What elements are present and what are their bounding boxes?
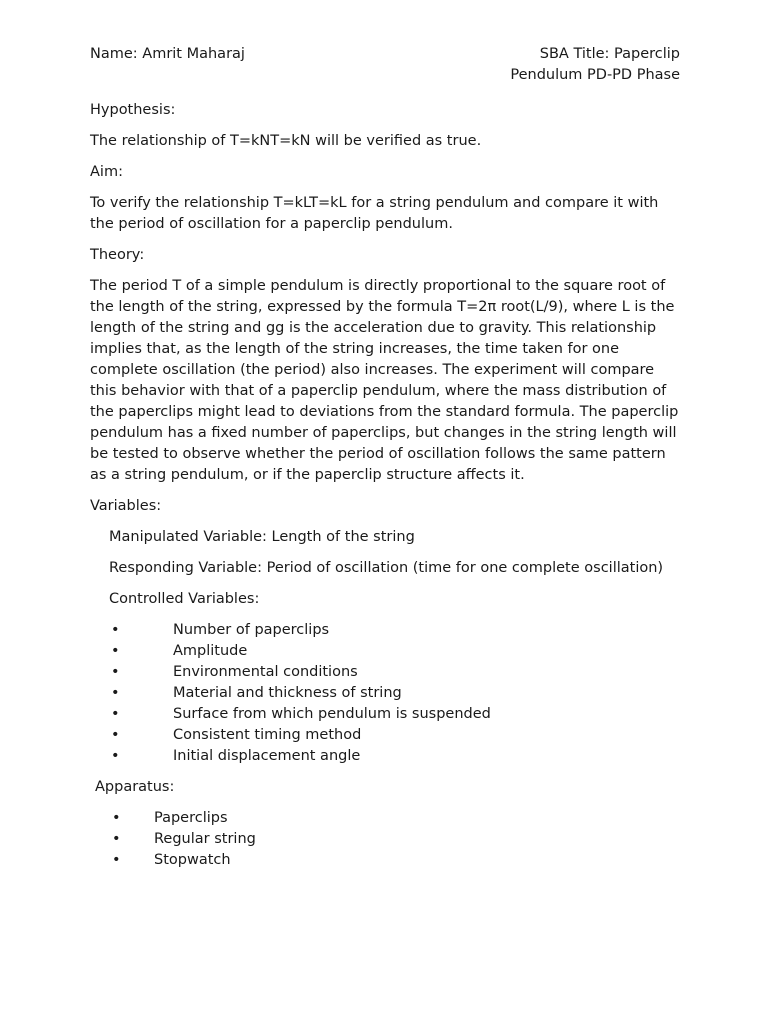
list-item-text: Paperclips (154, 810, 228, 826)
list-item (90, 746, 680, 767)
list-item (90, 620, 680, 641)
bullet-icon: • (111, 748, 120, 764)
list-item-text: Number of paperclips (173, 622, 330, 638)
list-item (90, 662, 680, 683)
list-item-text: Regular string (154, 831, 256, 847)
theory-heading: Theory: (90, 247, 145, 263)
list-item (90, 829, 680, 850)
bullet-icon: • (111, 727, 120, 743)
document-header (90, 44, 680, 86)
theory-text: The period T of a simple pendulum is directly proportional to the square root of the length of the string, expressed by the formula T=2π root(L/9), where L is the length of the string and gg is the acceleration due to gravity. This relationship implies that, as the length of the string increases, the time taken for one complete oscillation (the period) also increases. The experiment will compare this behavior with that of a paperclip pendulum, where the mass distribution of the paperclips might lead to deviations from the standard formula. The paperclip pendulum has a fixed number of paperclips, but changes in the string length will be tested to observe whether the period of oscillation follows the same pattern as a string pendulum, or if the paperclip structure affects it. (90, 278, 679, 483)
list-item (90, 725, 680, 746)
list-item-text: Material and thickness of string (173, 685, 402, 701)
list-item-text: Initial displacement angle (173, 748, 361, 764)
bullet-icon: • (112, 852, 121, 868)
list-item-text: Surface from which pendulum is suspended (173, 706, 491, 722)
aim-heading: Aim: (90, 164, 123, 180)
controlled-variables-heading: Controlled Variables: (109, 591, 260, 607)
apparatus-list (90, 808, 680, 871)
bullet-icon: • (111, 643, 120, 659)
document-page (90, 44, 680, 881)
list-item (90, 641, 680, 662)
list-item (90, 808, 680, 829)
bullet-icon: • (111, 706, 120, 722)
list-item (90, 683, 680, 704)
hypothesis-text: The relationship of T=kNT=kN will be verified as true. (90, 133, 482, 149)
bullet-icon: • (111, 685, 120, 701)
student-name: Name: Amrit Maharaj (90, 46, 245, 62)
bullet-icon: • (112, 831, 121, 847)
responding-variable-text: Responding Variable: Period of oscillation (time for one complete oscillation) (109, 560, 664, 576)
list-item-text: Amplitude (173, 643, 248, 659)
list-item-text: Environmental conditions (173, 664, 358, 680)
bullet-icon: • (112, 810, 121, 826)
controlled-variables-list (90, 620, 680, 767)
hypothesis-heading: Hypothesis: (90, 102, 176, 118)
manipulated-variable: Manipulated Variable: Length of the string (109, 529, 415, 545)
list-item-text: Consistent timing method (173, 727, 362, 743)
responding-variable (90, 558, 680, 579)
sba-title: SBA Title: Paperclip Pendulum PD-PD Phase (510, 46, 680, 83)
apparatus-heading: Apparatus: (95, 779, 175, 795)
list-item (90, 850, 680, 871)
aim-text: To verify the relationship T=kLT=kL for a string pendulum and compare it with the period of oscillation for a paperclip pendulum. (90, 195, 659, 232)
list-item (90, 704, 680, 725)
variables-heading: Variables: (90, 498, 162, 514)
bullet-icon: • (111, 664, 120, 680)
list-item-text: Stopwatch (154, 852, 231, 868)
bullet-icon: • (111, 622, 120, 638)
